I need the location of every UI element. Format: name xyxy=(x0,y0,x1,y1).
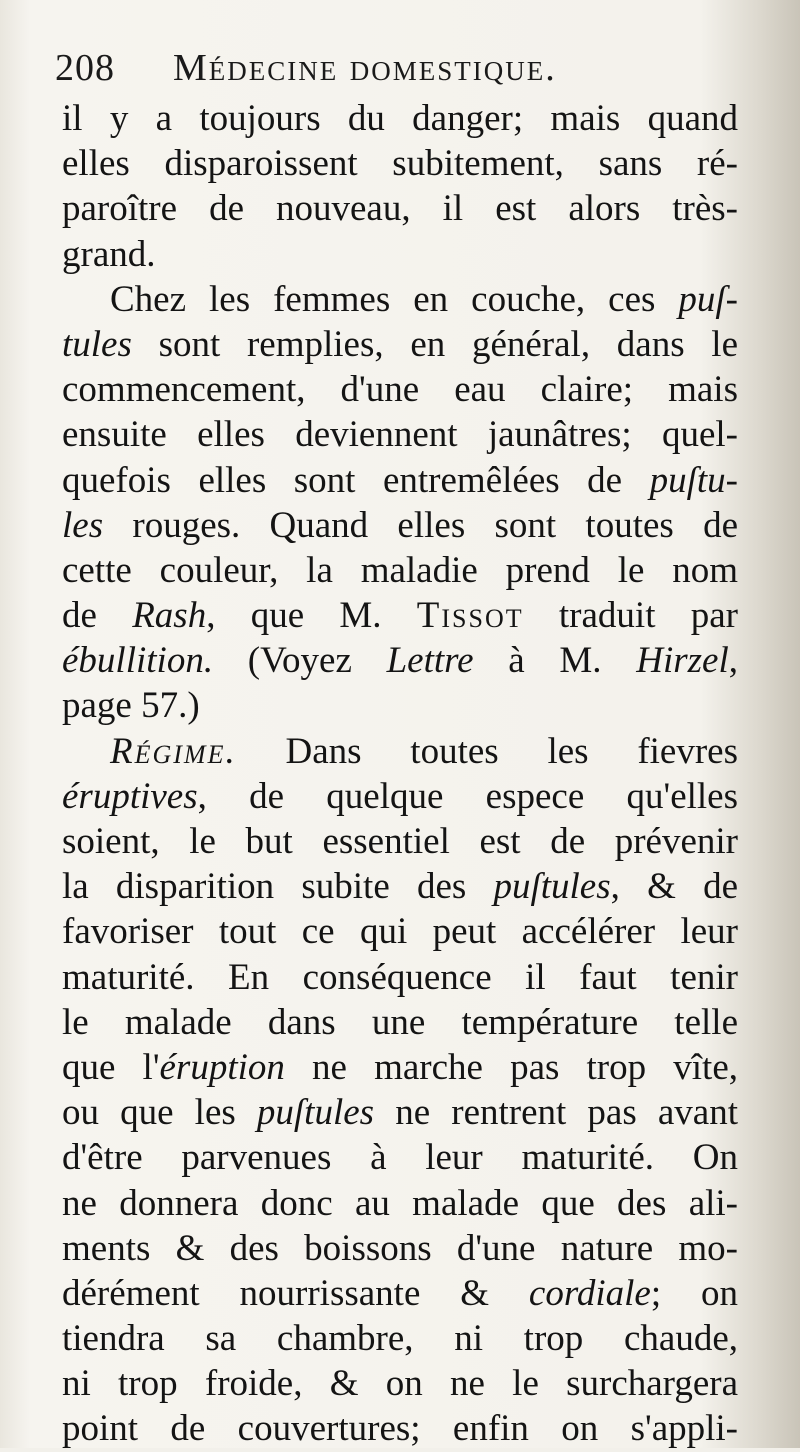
body-text xyxy=(62,96,738,1452)
text-run: Hirzel xyxy=(636,640,729,682)
text-run: ne marche pas trop vîte, xyxy=(284,1046,738,1088)
text-run: puſ- xyxy=(678,278,738,320)
text-line xyxy=(62,232,738,277)
text-run: tiendra sa chambre, ni trop chaude, xyxy=(62,1318,738,1360)
text-run: de xyxy=(62,595,133,637)
text-line xyxy=(62,819,738,864)
text-run: elles disparoissent subitement, sans ré- xyxy=(62,143,738,185)
text-run: (Voyez xyxy=(213,640,387,682)
text-line xyxy=(62,503,738,548)
text-run: ébullition. xyxy=(62,640,214,682)
text-run: ne rentrent pas avant xyxy=(374,1092,738,1134)
text-line xyxy=(62,1316,738,1361)
text-run: Lettre xyxy=(386,640,474,682)
text-run: ments & des boissons d'une nature mo- xyxy=(62,1227,738,1269)
text-run: Rash xyxy=(132,595,207,637)
text-run: page 57.) xyxy=(62,685,200,727)
text-line xyxy=(62,1226,738,1271)
text-run: ni trop froide, & on ne le surchargera xyxy=(62,1363,738,1405)
text-line xyxy=(62,1045,738,1090)
text-line xyxy=(62,141,738,186)
text-run: , & de xyxy=(610,866,738,908)
text-line xyxy=(62,96,738,141)
text-line xyxy=(62,638,738,683)
text-run: , xyxy=(728,640,738,682)
text-run: commencement, d'une eau claire; mais xyxy=(62,369,738,411)
text-line xyxy=(62,548,738,593)
text-line xyxy=(62,458,738,503)
text-run: , de quelque espece qu'elles xyxy=(197,775,738,817)
text-line xyxy=(62,1000,738,1045)
page-number: 208 xyxy=(55,47,115,89)
text-run: cette couleur, la maladie prend le nom xyxy=(62,549,738,591)
text-line xyxy=(62,1135,738,1180)
text-run: Régime. xyxy=(110,730,237,772)
text-run: point de couvertures; enfin on s'appli- xyxy=(62,1408,738,1450)
text-line xyxy=(62,1181,738,1226)
text-line xyxy=(62,1090,738,1135)
text-run: ne donnera donc au malade que des ali- xyxy=(62,1182,738,1224)
text-line xyxy=(62,729,738,774)
text-run: rouges. Quand elles sont toutes de xyxy=(103,504,738,546)
text-run: Dans toutes les fievres xyxy=(236,730,738,772)
text-run: sont remplies, en général, dans le xyxy=(131,323,738,365)
text-line xyxy=(62,683,738,728)
text-run: , que M. xyxy=(206,595,417,637)
text-run: traduit par xyxy=(523,595,738,637)
text-run: puſtules xyxy=(256,1092,375,1134)
text-run: grand. xyxy=(62,233,156,275)
text-run: éruption xyxy=(159,1046,285,1088)
text-line xyxy=(62,955,738,1000)
text-run: ou que les xyxy=(62,1092,257,1134)
text-run: tules xyxy=(62,323,132,365)
text-line xyxy=(62,1361,738,1406)
text-line xyxy=(62,593,738,638)
text-line xyxy=(62,909,738,954)
text-run: quefois elles sont entremêlées de xyxy=(62,459,650,501)
text-run: la disparition subite des xyxy=(62,866,494,908)
text-run: maturité. En conséquence il faut tenir xyxy=(62,956,738,998)
text-run: le malade dans une température telle xyxy=(62,1001,738,1043)
text-run: ensuite elles deviennent jaunâtres; quel- xyxy=(62,414,738,456)
text-line xyxy=(62,367,738,412)
text-run: éruptives xyxy=(62,775,198,817)
text-run: favoriser tout ce qui peut accélérer leur xyxy=(62,911,738,953)
text-run: il y a toujours du danger; mais quand xyxy=(62,98,738,139)
text-run: d'être parvenues à leur maturité. On xyxy=(62,1137,738,1179)
text-run: puſtu- xyxy=(649,459,738,501)
text-line xyxy=(62,277,738,322)
text-run: soient, le but essentiel est de prévenir xyxy=(62,821,738,862)
text-run: puſtules xyxy=(493,866,611,908)
text-run: dérément nourrissante & xyxy=(62,1272,529,1314)
text-line xyxy=(62,864,738,909)
running-title: Médecine domestique. xyxy=(173,47,557,89)
text-line xyxy=(62,412,738,457)
text-run: ; on xyxy=(650,1272,738,1314)
text-line xyxy=(62,186,738,231)
text-line xyxy=(62,774,738,819)
text-run: Chez les femmes en couche, ces xyxy=(110,278,679,320)
text-run: Tissot xyxy=(416,595,524,637)
text-run: paroître de nouveau, il est alors très- xyxy=(62,188,738,230)
text-run: à M. xyxy=(473,640,637,682)
text-run: cordiale xyxy=(528,1272,651,1314)
running-header xyxy=(55,46,745,96)
text-line xyxy=(62,1406,738,1451)
text-run: que l' xyxy=(62,1046,160,1088)
text-run: les xyxy=(62,504,104,546)
text-line xyxy=(62,322,738,367)
text-line xyxy=(62,1271,738,1316)
